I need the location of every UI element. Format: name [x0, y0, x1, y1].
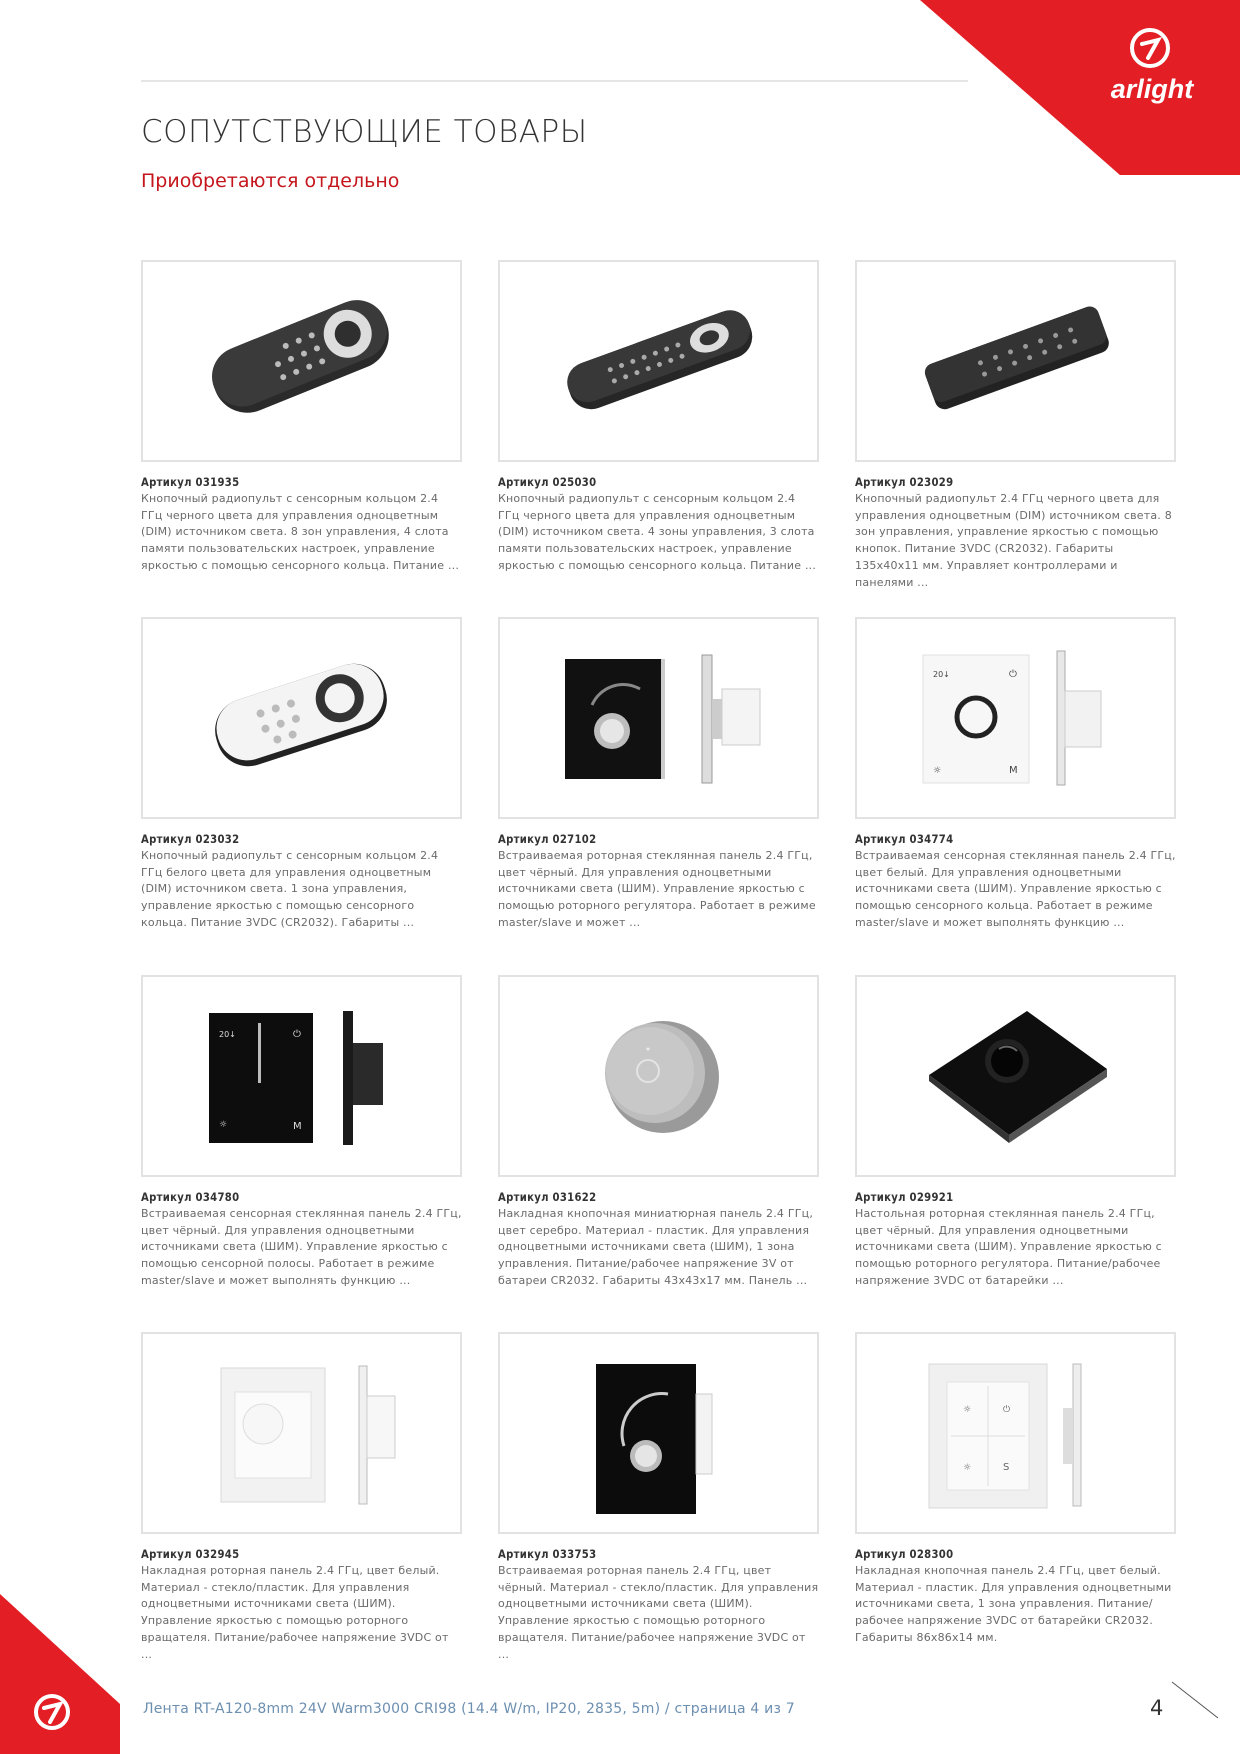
product-description: Кнопочный радиопульт 2.4 ГГц черного цвета для управления одноцветным (DIM) источником света. 8 зон управления, управление яркостью с помощью кнопок. Питание 3VDC (CR2032). Габариты 135x40x11 мм. Управляет контроллерами и панелями ...	[855, 492, 1172, 589]
product-description: Накладная кнопочная панель 2.4 ГГц, цвет белый. Материал - пластик. Для управления одноцветными источниками света, 1 зона управления. Питание/рабочее напряжение 3VDC от батарейки CR2032. Габариты 86x86x14 мм.	[855, 1564, 1172, 1644]
product-article: Артикул 028300	[855, 1548, 954, 1561]
product-description: Кнопочный радиопульт с сенсорным кольцом 2.4 ГГц белого цвета для управления одноцветным (DIM) источником света. 1 зона управления, управление яркостью с помощью сенсорного кольца. Питание 3VDC (CR2032). Габариты ...	[141, 849, 439, 929]
product-image[interactable]	[498, 1332, 819, 1534]
product-description: Кнопочный радиопульт с сенсорным кольцом 2.4 ГГц черного цвета для управления одноцветным (DIM) источником света. 4 зоны управления, 3 слота памяти пользовательских настроек, управление яркостью с помощью сенсорного кольца. Питание ...	[498, 492, 817, 572]
product-card[interactable]	[141, 260, 462, 575]
panel-white-4button-icon	[857, 1334, 1174, 1532]
product-description: Встраиваемая роторная стеклянная панель 2.4 ГГц, цвет чёрный. Для управления одноцветными источниками света (ШИМ). Управление яркостью с помощью роторного регулятора. Работает в режиме master/slave и может ...	[498, 849, 816, 929]
desk-panel-black-rotary-icon	[857, 977, 1174, 1175]
svg-text:☼: ☼	[963, 1405, 972, 1415]
product-article: Артикул 029921	[855, 1191, 954, 1204]
product-article: Артикул 027102	[498, 833, 597, 846]
product-card[interactable]	[855, 260, 1176, 589]
product-image[interactable]	[855, 617, 1176, 819]
remote-black-ring-4zone-icon	[500, 262, 817, 460]
svg-text:☼: ☼	[219, 1120, 228, 1130]
product-image[interactable]	[498, 260, 819, 462]
product-article: Артикул 033753	[498, 1548, 597, 1561]
svg-text:20↓: 20↓	[933, 670, 950, 679]
product-card[interactable]	[855, 617, 1176, 932]
svg-text:⏻: ⏻	[1009, 669, 1017, 680]
product-description: Кнопочный радиопульт с сенсорным кольцом 2.4 ГГц черного цвета для управления одноцветным (DIM) источником света. 8 зон управления, 4 слота памяти пользовательских настроек, управление яркостью с помощью сенсорного кольца. Питание ...	[141, 492, 460, 572]
panel-white-touch-ring-icon	[857, 619, 1174, 817]
product-card[interactable]	[141, 1332, 462, 1661]
header-divider	[141, 80, 968, 82]
product-article: Артикул 034774	[855, 833, 954, 846]
svg-text:20↓: 20↓	[219, 1030, 236, 1039]
product-card[interactable]	[498, 617, 819, 932]
product-article: Артикул 034780	[141, 1191, 240, 1204]
svg-text:M: M	[1009, 765, 1018, 776]
remote-black-ring-8zone-icon	[143, 262, 460, 460]
product-card[interactable]	[141, 617, 462, 932]
product-card[interactable]	[498, 975, 819, 1290]
svg-text:M: M	[293, 1121, 302, 1132]
page-title: СОПУТСТВУЮЩИЕ ТОВАРЫ	[141, 114, 588, 150]
svg-text:☼: ☼	[933, 766, 942, 776]
product-image[interactable]	[498, 975, 819, 1177]
product-description: Накладная кнопочная миниатюрная панель 2.4 ГГц, цвет серебро. Материал - пластик. Для управления одноцветными источниками света (ШИМ), 1 зона управления. Питание/рабочее напряжение 3V от батареи CR2032. Габариты 43x43x17 мм. Панель ...	[498, 1207, 814, 1287]
product-article: Артикул 023032	[141, 833, 240, 846]
product-article: Артикул 023029	[855, 476, 954, 489]
brand-corner-logo	[920, 0, 1240, 175]
puck-silver-button-icon	[500, 977, 817, 1175]
product-card[interactable]	[855, 1332, 1176, 1647]
svg-text:⏻: ⏻	[1003, 1405, 1011, 1415]
svg-text:☼: ☼	[963, 1463, 972, 1473]
product-card[interactable]	[855, 975, 1176, 1290]
svg-text:⏻: ⏻	[293, 1029, 301, 1040]
product-image[interactable]	[855, 975, 1176, 1177]
svg-text:S: S	[1003, 1462, 1010, 1473]
remote-black-buttons-icon	[857, 262, 1174, 460]
footer-text: Лента RT-A120-8mm 24V Warm3000 CRI98 (14.4 W/m, IP20, 2835, 5m) / страница 4 из 7	[143, 1701, 795, 1717]
product-description: Встраиваемая сенсорная стеклянная панель 2.4 ГГц, цвет чёрный. Для управления одноцветными источниками света (ШИМ). Управление яркостью с помощью сенсорной полосы. Работает в режиме master/slave и может выполнять функцию ...	[141, 1207, 462, 1287]
product-article: Артикул 032945	[141, 1548, 240, 1561]
panel-black-rotary-icon	[500, 619, 817, 817]
product-image[interactable]	[855, 1332, 1176, 1534]
product-article: Артикул 031622	[498, 1191, 597, 1204]
panel-black-touch-strip-icon	[143, 977, 460, 1175]
product-description: Встраиваемая сенсорная стеклянная панель 2.4 ГГц, цвет белый. Для управления одноцветными источниками света (ШИМ). Управление яркостью с помощью сенсорного кольца. Работает в режиме master/slave и может выполнять функцию ...	[855, 849, 1176, 929]
page-corner-line	[1170, 1680, 1220, 1720]
page-number: 4	[1150, 1696, 1164, 1720]
product-description: Накладная роторная панель 2.4 ГГц, цвет белый. Материал - стекло/пластик. Для управления одноцветными источниками света (ШИМ). Управление яркостью с помощью роторного вращателя. Питание/рабочее напряжение 3VDC от ...	[141, 1564, 449, 1661]
product-description: Встраиваемая роторная панель 2.4 ГГц, цвет чёрный. Материал - стекло/пластик. Для управления одноцветными источниками света (ШИМ). Управление яркостью с помощью роторного вращателя. Питание/рабочее напряжение 3VDC от ...	[498, 1564, 819, 1661]
product-image[interactable]	[141, 1332, 462, 1534]
panel-white-rotary-icon	[143, 1334, 460, 1532]
brand-corner-bottom	[0, 1594, 120, 1754]
product-image[interactable]	[141, 617, 462, 819]
product-description: Настольная роторная стеклянная панель 2.4 ГГц, цвет чёрный. Для управления одноцветными источниками света (ШИМ). Управление яркостью с помощью роторного регулятора. Питание/рабочее напряжение 3VDC от батарейки ...	[855, 1207, 1162, 1287]
product-card[interactable]	[498, 1332, 819, 1661]
product-card[interactable]	[498, 260, 819, 575]
product-image[interactable]	[498, 617, 819, 819]
product-image[interactable]	[141, 975, 462, 1177]
panel-black-rotary-large-icon	[500, 1334, 817, 1532]
product-article: Артикул 025030	[498, 476, 597, 489]
remote-white-ring-icon	[143, 619, 460, 817]
product-image[interactable]	[855, 260, 1176, 462]
logo-text: arlight	[1110, 74, 1194, 104]
product-article: Артикул 031935	[141, 476, 240, 489]
product-image[interactable]	[141, 260, 462, 462]
page-subtitle: Приобретаются отдельно	[141, 170, 400, 192]
product-card[interactable]	[141, 975, 462, 1290]
